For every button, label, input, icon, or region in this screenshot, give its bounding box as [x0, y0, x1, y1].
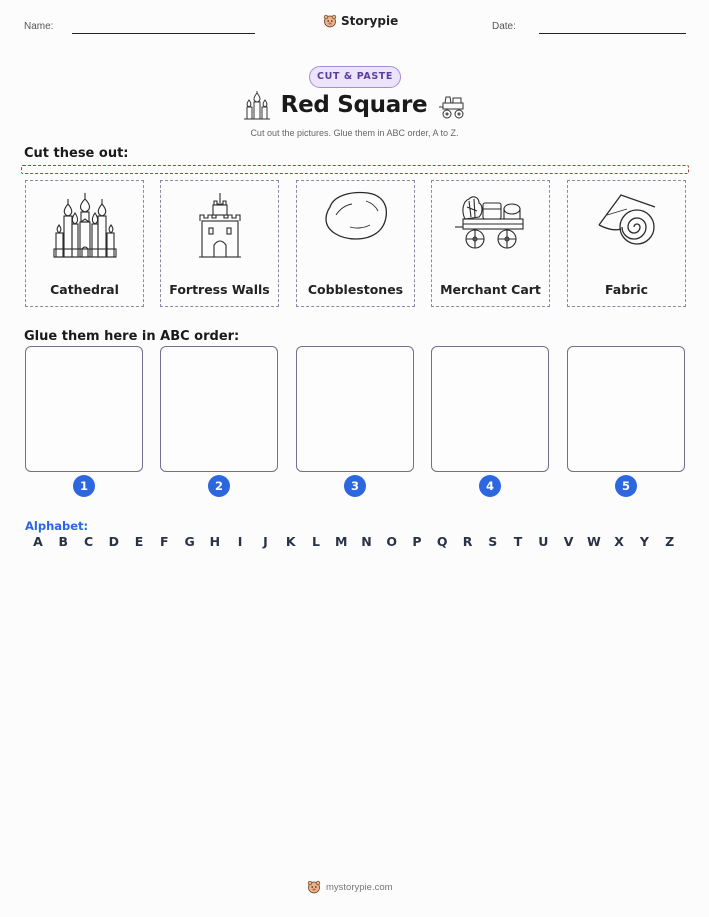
- brand-name: Storypie: [341, 14, 399, 28]
- alphabet-letter: V: [563, 534, 574, 549]
- fabric-roll-icon: [593, 189, 661, 249]
- cut-card-cobblestones[interactable]: [296, 180, 415, 307]
- alphabet-letter: F: [160, 534, 169, 549]
- instructions-text: Cut out the pictures. Glue them in ABC order, A to Z.: [250, 128, 459, 138]
- cut-card-merchant-cart[interactable]: [431, 180, 550, 307]
- alphabet-letter: R: [462, 534, 473, 549]
- storypie-mascot-icon: [323, 14, 337, 28]
- alphabet-letter: M: [334, 534, 348, 549]
- cut-and-paste-badge: CUT & PASTE: [309, 66, 401, 88]
- alphabet-letter: A: [33, 534, 43, 549]
- name-line[interactable]: [72, 33, 255, 34]
- alphabet-heading: Alphabet:: [25, 519, 89, 533]
- slot-number-5: 5: [615, 475, 637, 497]
- alphabet-letter: I: [237, 534, 243, 549]
- alphabet-letter: P: [412, 534, 422, 549]
- storypie-mascot-icon: [307, 880, 321, 894]
- card-label-fabric: Fabric: [604, 282, 649, 297]
- glue-section-heading: Glue them here in ABC order:: [24, 329, 240, 344]
- glue-slot-1[interactable]: [25, 346, 143, 472]
- card-label-cathedral: Cathedral: [50, 282, 119, 297]
- alphabet-letter: B: [58, 534, 69, 549]
- cut-card-fabric[interactable]: [567, 180, 686, 307]
- alphabet-letter: Z: [665, 534, 675, 549]
- merchant-cart-icon: [455, 191, 527, 255]
- alphabet-row: [28, 534, 680, 549]
- alphabet-letter: Q: [436, 534, 448, 549]
- slot-number-2: 2: [208, 475, 230, 497]
- date-label: Date:: [492, 21, 516, 32]
- alphabet-letter: O: [386, 534, 398, 549]
- alphabet-letter: N: [361, 534, 372, 549]
- card-label-merchant-cart: Merchant Cart: [440, 282, 541, 297]
- fortress-tower-icon: [197, 191, 243, 259]
- alphabet-letter: X: [614, 534, 624, 549]
- cut-line: [21, 165, 689, 174]
- card-label-fortress-walls: Fortress Walls: [169, 282, 270, 297]
- cathedral-icon: [53, 191, 117, 263]
- alphabet-letter: S: [488, 534, 498, 549]
- alphabet-letter: Y: [639, 534, 649, 549]
- alphabet-letter: K: [285, 534, 296, 549]
- cathedral-icon: [243, 91, 271, 121]
- slot-number-3: 3: [344, 475, 366, 497]
- brand-logo: [323, 14, 398, 28]
- card-label-cobblestones: Cobblestones: [307, 282, 404, 297]
- name-label: Name:: [24, 21, 54, 32]
- alphabet-letter: W: [586, 534, 601, 549]
- alphabet-letter: D: [108, 534, 119, 549]
- cobblestone-icon: [320, 187, 392, 247]
- alphabet-letter: H: [209, 534, 221, 549]
- alphabet-letter: U: [538, 534, 549, 549]
- glue-slot-5[interactable]: [567, 346, 685, 472]
- alphabet-letter: T: [513, 534, 523, 549]
- slot-number-4: 4: [479, 475, 501, 497]
- glue-slot-2[interactable]: [160, 346, 278, 472]
- cut-section-heading: Cut these out:: [24, 146, 129, 161]
- slot-number-1: 1: [73, 475, 95, 497]
- date-line[interactable]: [539, 33, 686, 34]
- alphabet-letter: C: [83, 534, 94, 549]
- page-title: Red Square: [280, 92, 428, 118]
- glue-slot-4[interactable]: [431, 346, 549, 472]
- alphabet-letter: G: [184, 534, 195, 549]
- alphabet-letter: J: [263, 534, 268, 549]
- footer-site-link[interactable]: mystorypie.com: [326, 881, 393, 893]
- alphabet-letter: E: [134, 534, 144, 549]
- cut-card-cathedral[interactable]: [25, 180, 144, 307]
- glue-slot-3[interactable]: [296, 346, 414, 472]
- alphabet-letter: L: [311, 534, 320, 549]
- merchant-cart-icon: [437, 93, 469, 120]
- cut-card-fortress-walls[interactable]: [160, 180, 279, 307]
- footer: [307, 880, 393, 894]
